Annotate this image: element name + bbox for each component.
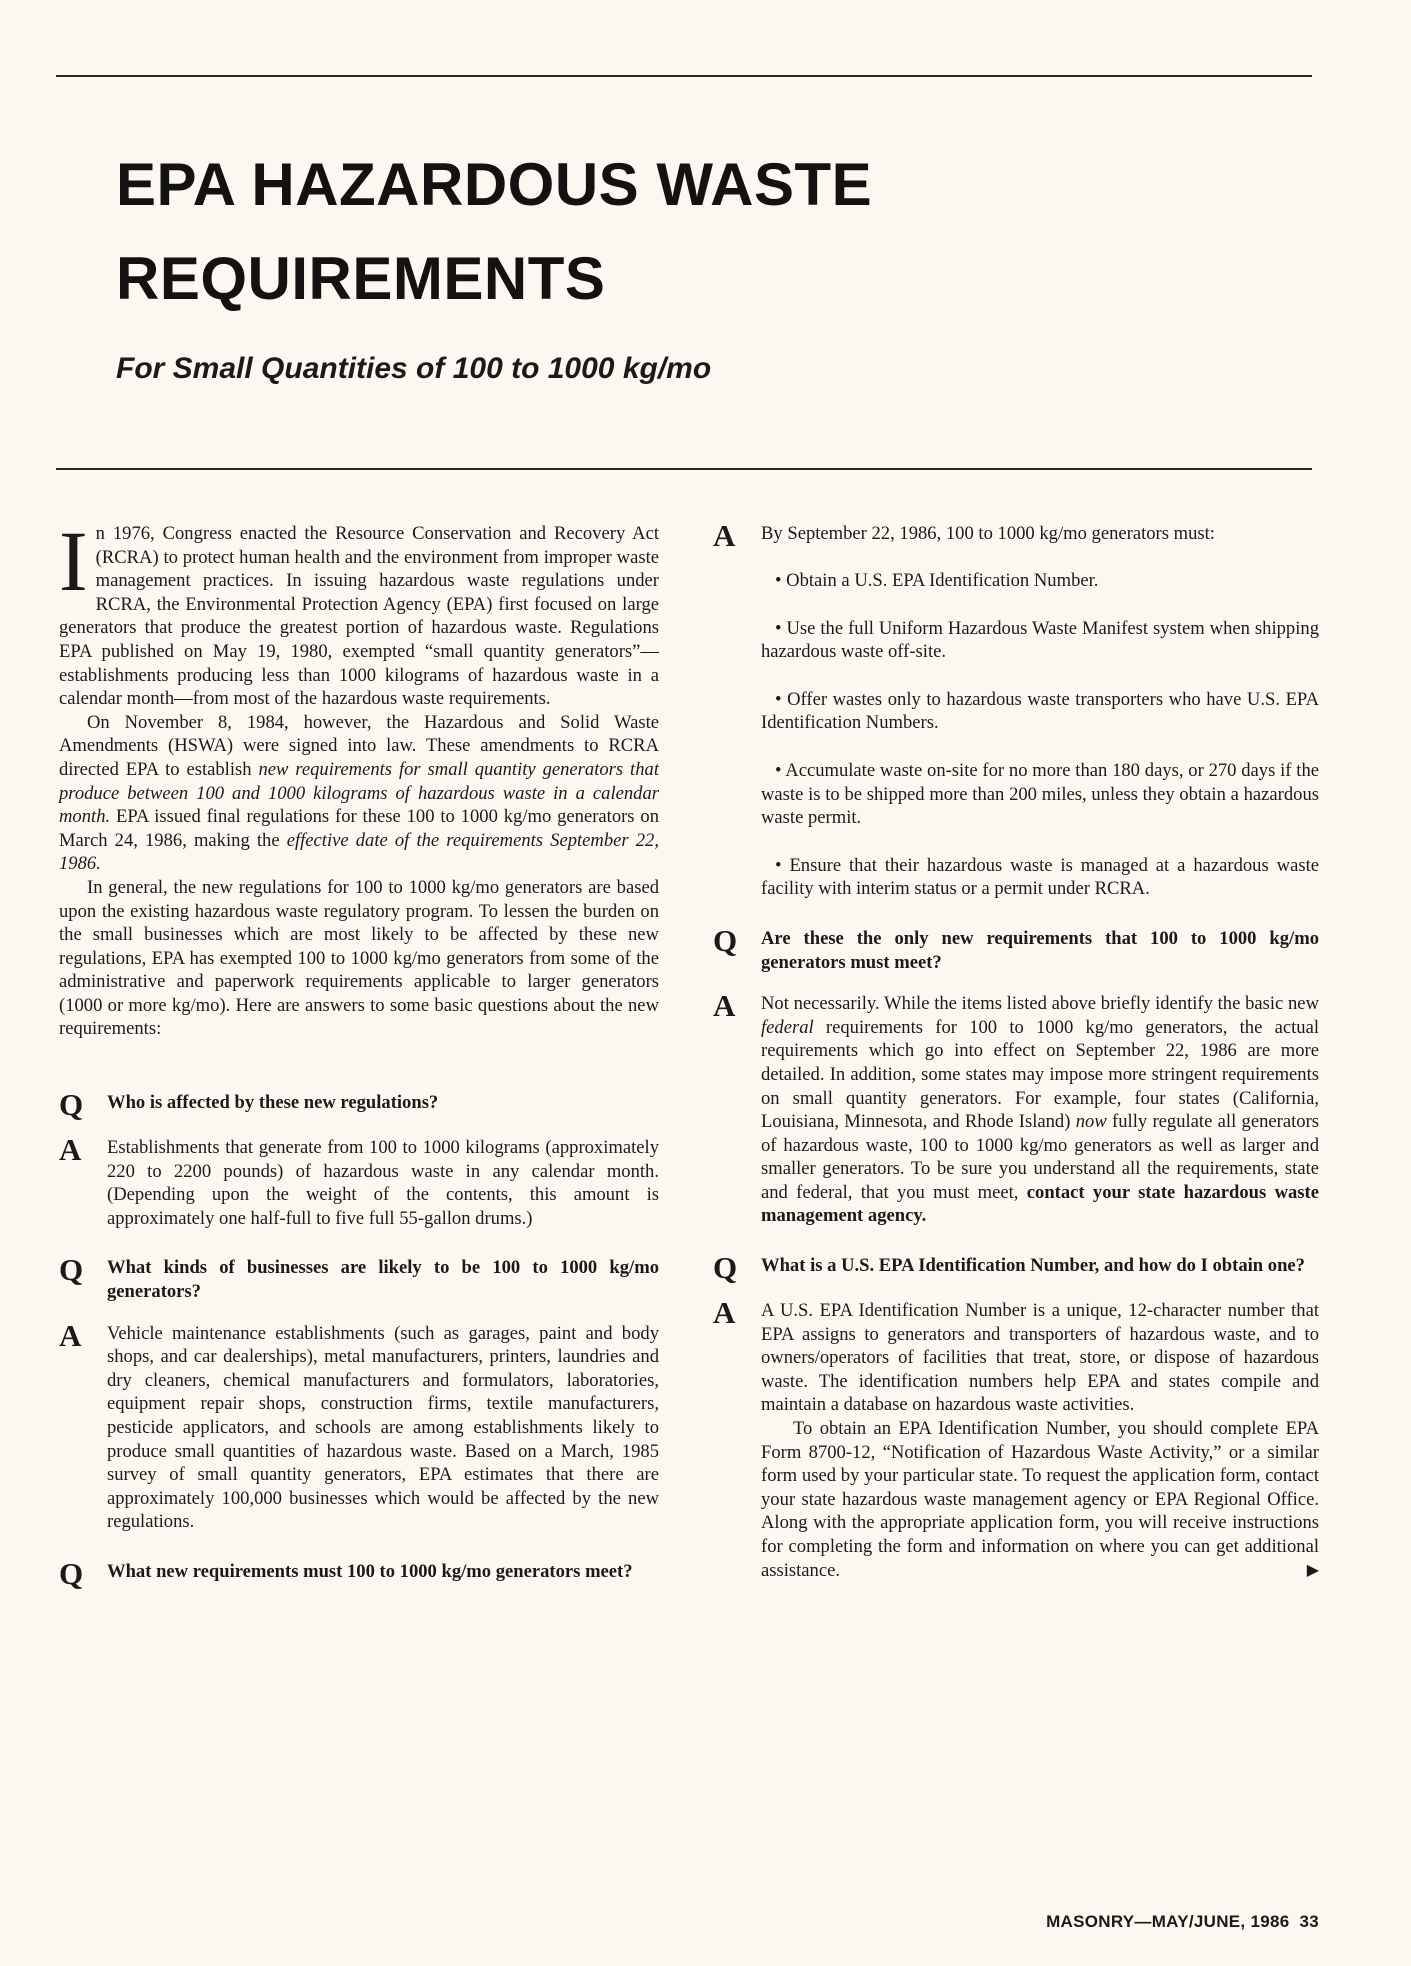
- question-text: What new requirements must 100 to 1000 kg/mo generators meet?: [107, 1560, 633, 1582]
- page-footer: [1046, 1912, 1319, 1932]
- q-marker: Q: [59, 1087, 84, 1123]
- page-number: 33: [1299, 1912, 1319, 1931]
- list-item: • Accumulate waste on-site for no more than 180 days, or 270 days if the waste is to be shipped more than 200 miles, unless they obtain a hazardous waste permit.: [761, 759, 1319, 829]
- answer-text: By September 22, 1986, 100 to 1000 kg/mo generators must:: [761, 523, 1215, 544]
- requirements-list: [713, 569, 1319, 901]
- question-3: [59, 1555, 659, 1591]
- q-marker: Q: [713, 922, 738, 958]
- continue-arrow-icon: ▶: [1306, 1561, 1319, 1579]
- drop-cap: I: [59, 513, 88, 609]
- a-marker: A: [713, 1295, 736, 1331]
- intro-paragraph-1: [59, 513, 659, 711]
- intro-p2-text-b: EPA issued final regulations for these 100 to 1000 kg/mo generators on March 24, 1986, making the: [59, 806, 659, 851]
- list-item: • Obtain a U.S. EPA Identification Number.: [775, 570, 1099, 591]
- answer-3: [713, 518, 1319, 553]
- question-5: [713, 1250, 1319, 1286]
- left-column: [59, 513, 659, 1591]
- answer-4-text-b: requirements for 100 to 1000 kg/mo generators, the actual requirements which go into effect on September 22, 1986 are more detailed. In addition, some states may impose more stringent requirements on small quantity generators. For example, four states (California, Louisiana, Minnesota, and Rhode Island): [761, 1016, 1319, 1133]
- answer-text: [761, 1299, 1319, 1582]
- answer-5-paragraph-2: [761, 1417, 1319, 1582]
- question-4: [713, 922, 1319, 974]
- answer-4-bold: contact your state hazardous waste management agency.: [761, 1181, 1319, 1227]
- question-1: [59, 1087, 659, 1123]
- question-text: Who is affected by these new regulations?: [107, 1092, 439, 1114]
- list-item: • Ensure that their hazardous waste is managed at a hazardous waste facility with interim status or a permit under RCRA.: [761, 854, 1319, 900]
- q-marker: Q: [59, 1252, 84, 1288]
- answer-text: [761, 992, 1319, 1228]
- a-marker: A: [713, 988, 736, 1024]
- intro-p2-emphasis-1: new requirements for small quantity generators that produce between 100 and 1000 kilograms of hazardous waste in a calendar month.: [59, 758, 659, 828]
- question-text: Are these the only new requirements that 100 to 1000 kg/mo generators must meet?: [761, 927, 1319, 973]
- a-marker: A: [59, 1317, 82, 1353]
- question-text: What kinds of businesses are likely to be 100 to 1000 kg/mo generators?: [107, 1257, 659, 1303]
- answer-5: [713, 1295, 1319, 1582]
- article-subtitle: For Small Quantities of 100 to 1000 kg/mo: [116, 352, 712, 385]
- intro-p2-emphasis-2: effective date of the requirements September 22, 1986.: [59, 829, 659, 875]
- a-marker: A: [59, 1132, 82, 1168]
- title-line-1: EPA HAZARDOUS WASTE: [116, 151, 873, 218]
- q-marker: Q: [59, 1555, 84, 1591]
- article-title: [116, 138, 1216, 326]
- answer-2: [59, 1317, 659, 1534]
- question-2: [59, 1252, 659, 1303]
- q-marker: Q: [713, 1250, 738, 1286]
- answer-5-p2-text: To obtain an EPA Identification Number, you should complete EPA Form 8700-12, “Notification of Hazardous Waste Activity,” or a similar form used by your particular state. To request the application form, contact your state hazardous waste management agency or EPA Regional Office. Along with the appropriate application form, you will receive instructions for completing the form and information on where you can get additional assistance.: [761, 1418, 1319, 1581]
- right-column: [713, 518, 1319, 1582]
- section-rule: [56, 468, 1312, 470]
- answer-1: [59, 1132, 659, 1230]
- answer-text: Vehicle maintenance establishments (such as garages, paint and body shops, and car dealerships), metal manufacturers, printers, laundries and dry cleaners, chemical manufacturers and formulators, laboratories, equipment repair shops, construction firms, textile manufacturers, pesticide applicators, and schools are among establishments likely to produce small quantities of hazardous waste. Based on a March, 1985 survey of small quantity generators, EPA estimates that there are approximately 100,000 businesses which would be affected by the new regulations.: [107, 1322, 659, 1533]
- answer-4-text-c: fully regulate all generators of hazardous waste, 100 to 1000 kg/mo generators as well as larger and smaller generators. To be sure you understand all the requirements, state and federal, that you must meet,: [761, 1111, 1319, 1203]
- publication-name: MASONRY—MAY/JUNE, 1986: [1046, 1912, 1290, 1931]
- question-text: What is a U.S. EPA Identification Number, and how do I obtain one?: [761, 1255, 1305, 1277]
- top-rule: [56, 75, 1312, 77]
- intro-paragraph-3: In general, the new regulations for 100 to 1000 kg/mo generators are based upon the existing hazardous waste regulatory program. To lessen the burden on the small businesses which are most likely to be affected by these new regulations, EPA has exempted 100 to 1000 kg/mo generators from some of the administrative and paperwork requirements applicable to larger generators (1000 or more kg/mo). Here are answers to some basic questions about the new requirements:: [59, 876, 659, 1040]
- answer-4-text-a: Not necessarily. While the items listed above briefly identify the basic new: [761, 993, 1319, 1015]
- answer-4-emphasis-1: federal: [761, 1016, 814, 1038]
- answer-4-emphasis-2: now: [1075, 1111, 1107, 1133]
- list-item: • Offer wastes only to hazardous waste transporters who have U.S. EPA Identification Numbers.: [761, 688, 1319, 734]
- answer-4: [713, 988, 1319, 1228]
- a-marker: A: [713, 518, 736, 553]
- answer-text: Establishments that generate from 100 to 1000 kilograms (approximately 220 to 2200 pounds) of hazardous waste in any calendar month. (Depending upon the weight of the contents, this amount is approximately one half-full to five full 55-gallon drums.): [107, 1137, 659, 1229]
- list-item: • Use the full Uniform Hazardous Waste Manifest system when shipping hazardous waste off-site.: [761, 617, 1319, 663]
- intro-p2-text-a: On November 8, 1984, however, the Hazardous and Solid Waste Amendments (HSWA) were signed into law. These amendments to RCRA directed EPA to establish: [59, 711, 659, 780]
- title-line-2: REQUIREMENTS: [116, 245, 606, 312]
- intro-p1-text: n 1976, Congress enacted the Resource Conservation and Recovery Act (RCRA) to protect human health and the environment from improper waste management practices. In issuing hazardous waste regulations under RCRA, the Environmental Protection Agency (EPA) first focused on large generators that produce the greatest portion of hazardous waste. Regulations EPA published on May 19, 1980, exempted “small quantity generators”—establishments producing less than 1000 kilograms of hazardous waste in a calendar month—from most of the hazardous waste requirements.: [59, 523, 659, 710]
- answer-5-paragraph-1: A U.S. EPA Identification Number is a unique, 12-character number that EPA assigns to generators and transporters of hazardous waste, and to owners/operators of facilities that treat, store, or dispose of hazardous waste. The identification numbers help EPA and states compile and maintain a database on hazardous waste activities.: [761, 1300, 1319, 1416]
- intro-paragraph-2: [59, 711, 659, 876]
